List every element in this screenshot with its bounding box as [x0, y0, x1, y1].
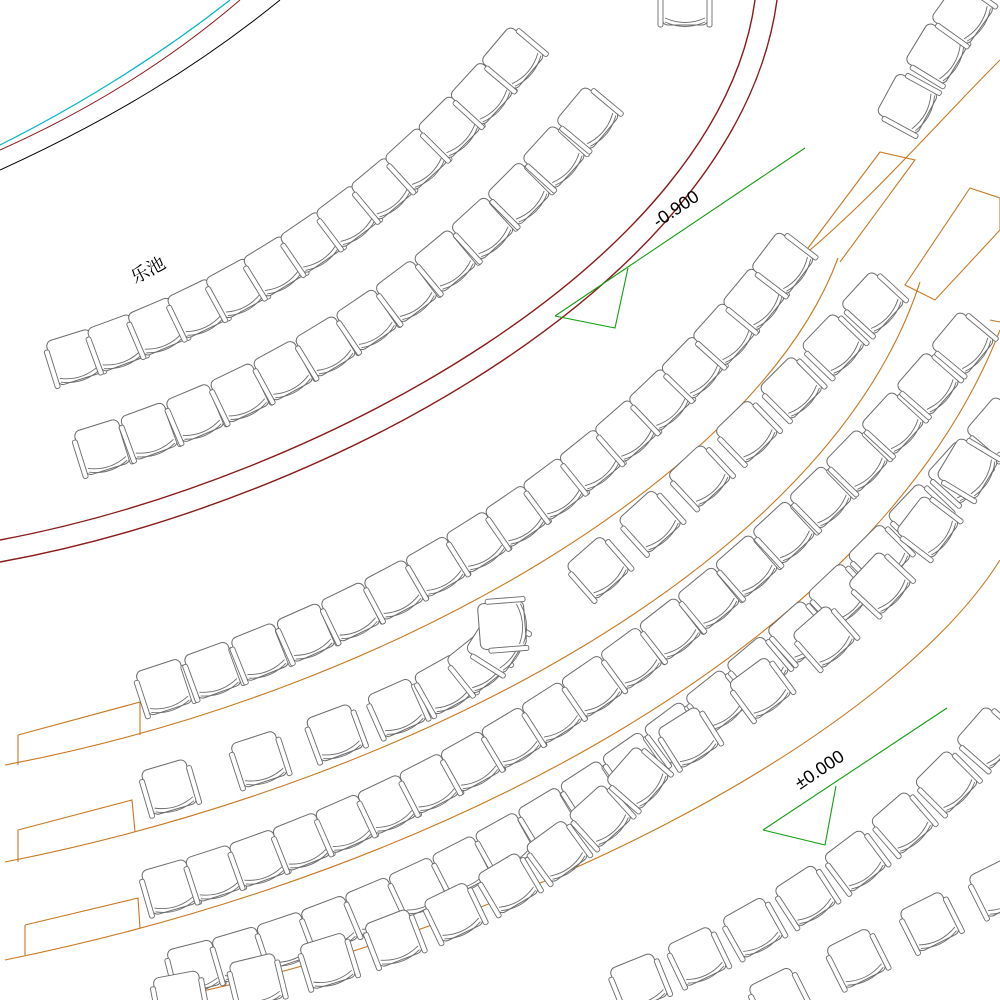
seat: [664, 441, 736, 513]
pit-level-label: -0.900: [649, 186, 703, 232]
seat: [964, 855, 1000, 922]
seat-layer: [41, 0, 1000, 1000]
seat: [226, 729, 292, 791]
seat: [895, 889, 965, 956]
seat: [744, 965, 814, 1000]
seat: [822, 926, 892, 993]
seat: [718, 894, 789, 962]
orchestra-pit-label: 乐池: [127, 252, 169, 288]
tier-step-c: [25, 898, 140, 955]
seat: [137, 757, 202, 818]
seat: [302, 702, 369, 766]
seat: [663, 924, 732, 991]
tier-step-b: [18, 800, 135, 862]
seat: [477, 596, 529, 654]
seat: [658, 0, 712, 27]
aisle-box-upper: [808, 152, 915, 262]
pit-rail-black: [0, 0, 280, 170]
stage-level-label: ±0.000: [791, 746, 848, 794]
seat: [563, 533, 635, 605]
seat: [605, 951, 673, 1000]
tier-step-right: [990, 320, 1000, 322]
pit-rail-red-outer: [0, 0, 240, 150]
tier-step-a: [18, 702, 140, 765]
pit-rail-cyan: [0, 0, 230, 145]
seat: [615, 486, 687, 558]
